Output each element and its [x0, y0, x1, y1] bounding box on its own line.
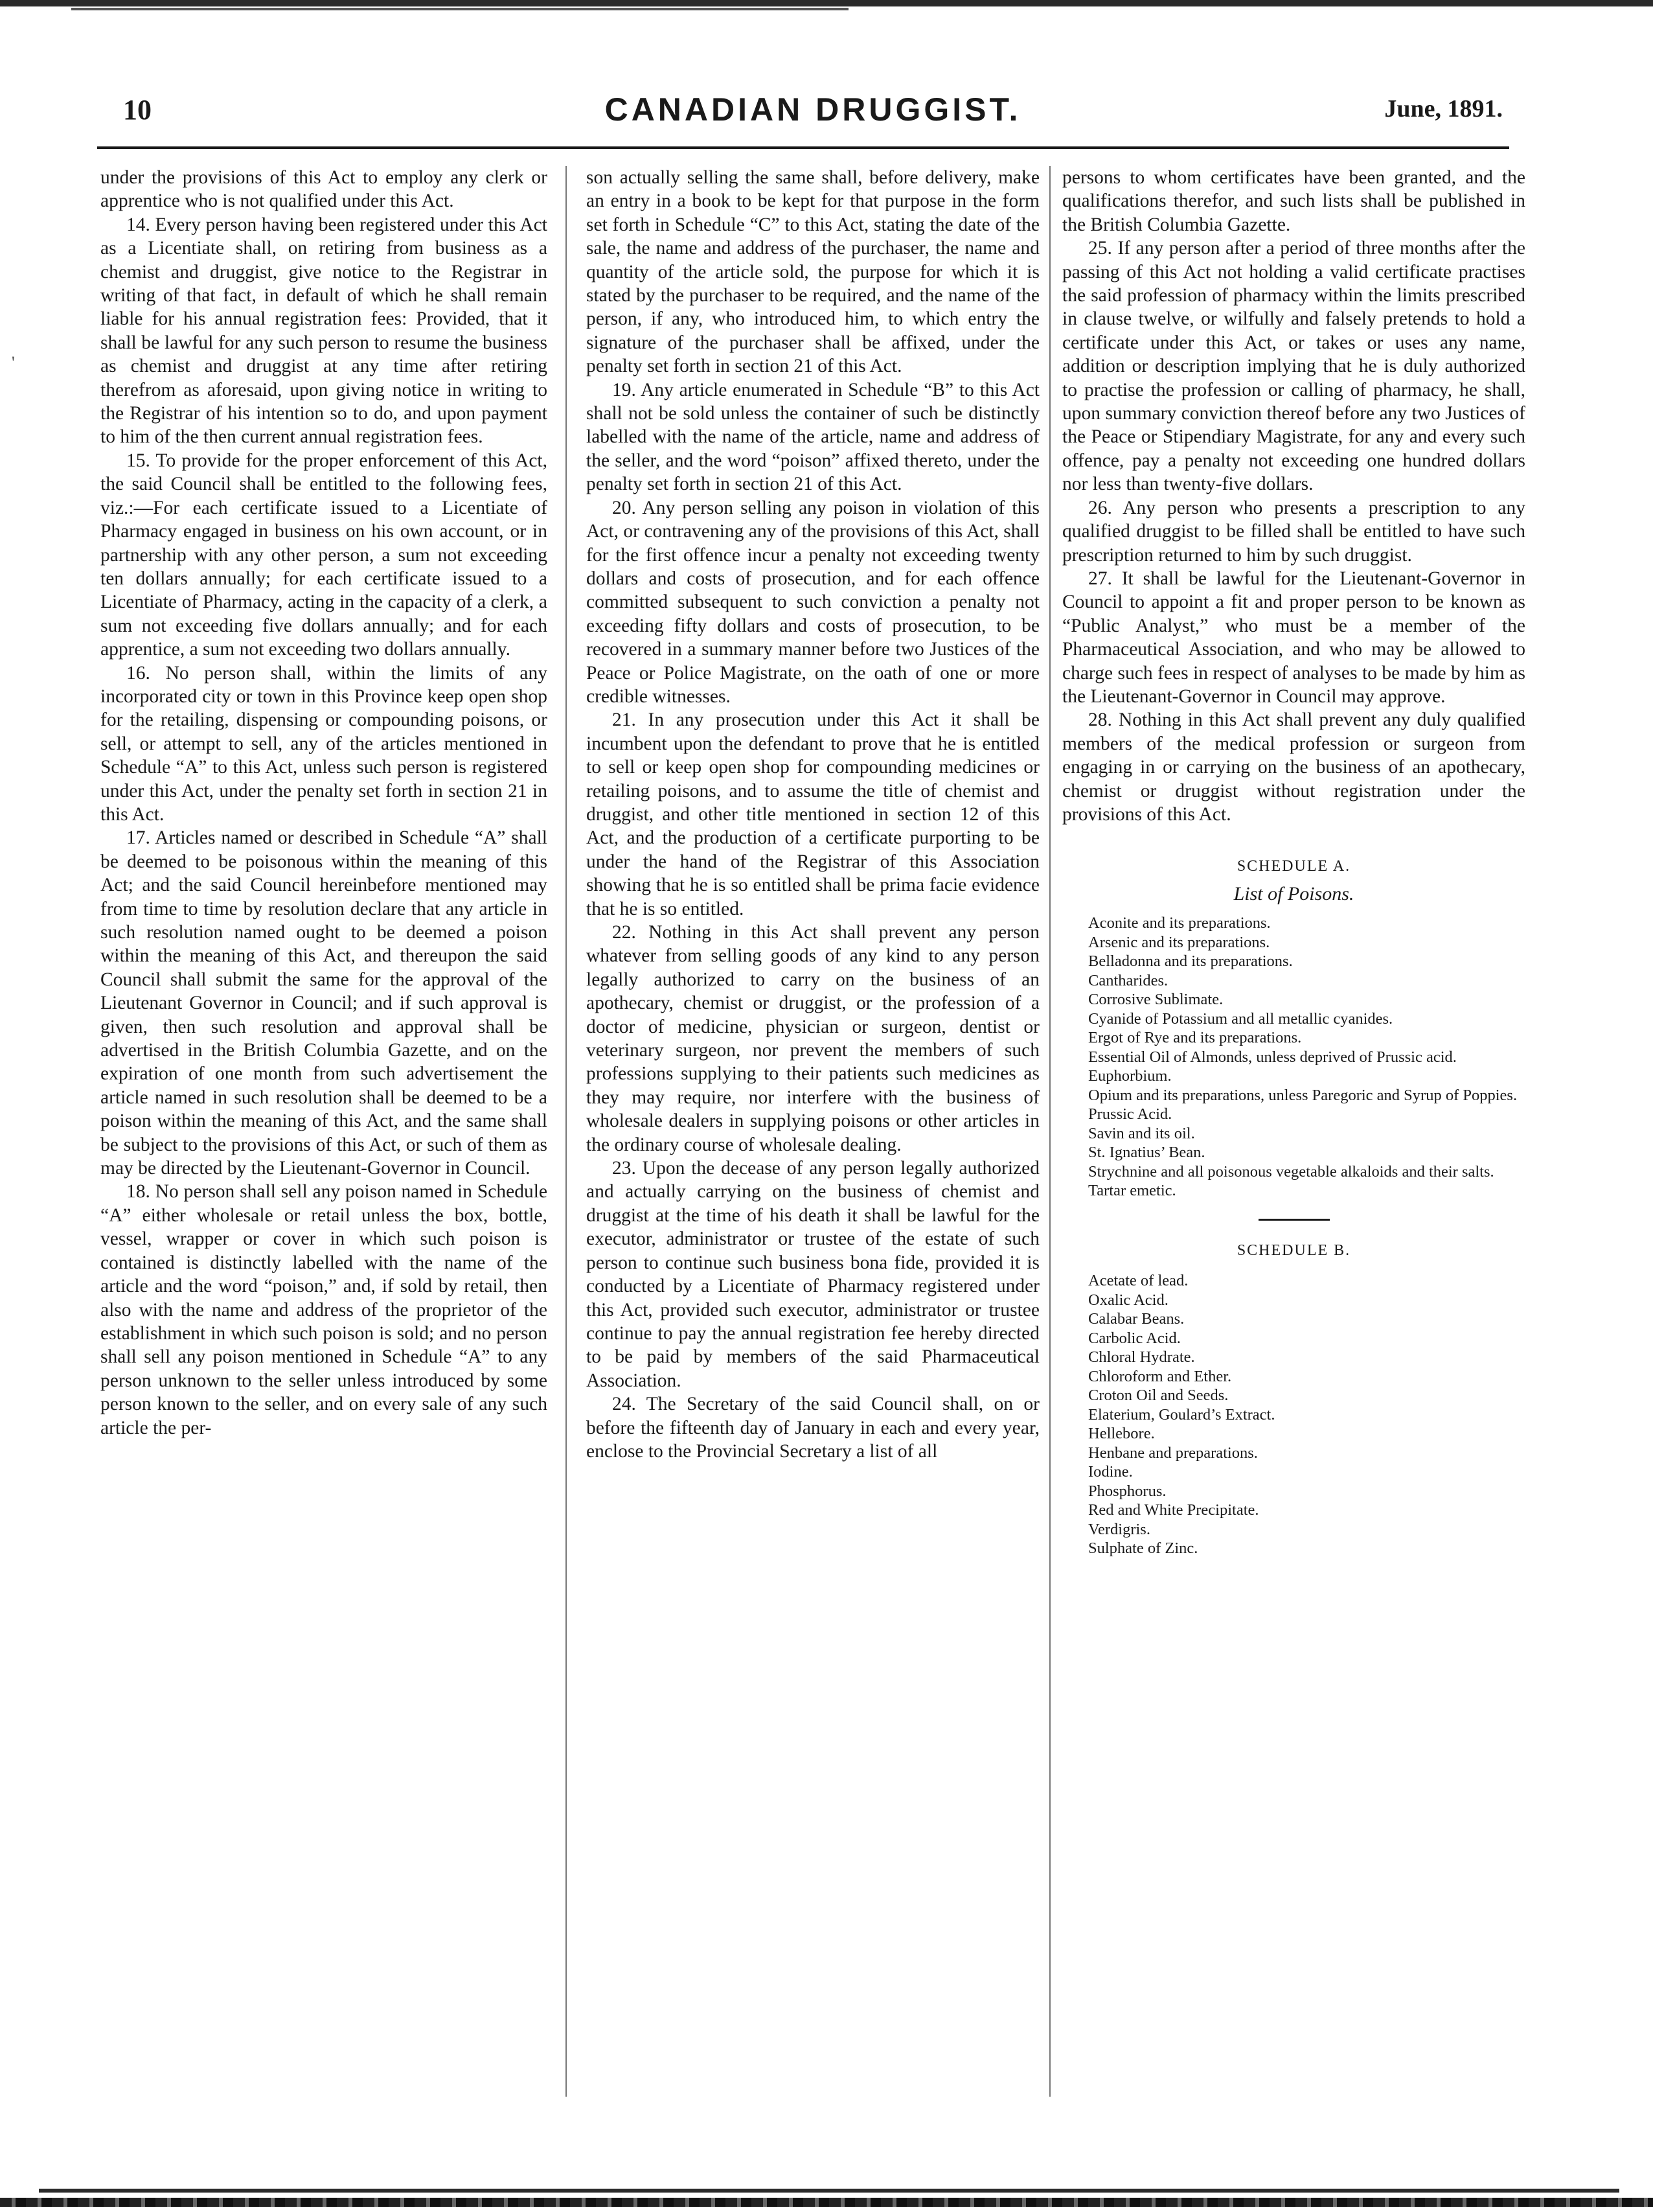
page-header — [123, 91, 1503, 143]
schedule-b — [1062, 1239, 1525, 1558]
schedule-item: Sulphate of Zinc. — [1088, 1539, 1198, 1558]
schedule-item: Chloroform and Ether. — [1088, 1367, 1232, 1385]
article-paragraph: 22. Nothing in this Act shall prevent any person whatever from selling goods of any kind to any person legally authorized to carry on the business of an apothecary, chemist or druggist, or the profession of a doctor of medicine, physician or surgeon, dentist or veterinary surgeon, nor prevent the members of such professions supplying to their patients such medicines as they may require, nor interfere with the business of wholesale dealers in supplying poisons or other articles in the ordinary course of wholesale dealing. — [586, 922, 1040, 1155]
article-paragraph: 17. Articles named or described in Schedule “A” shall be deemed to be poisonous within the meaning of this Act; and the said Council hereinbefore mentioned may from time to time by resolution declare that any article in such resolution named ought to be deemed a poison within the meaning of this Act, and thereupon the said Council shall submit the same for the approval of the Lieutenant Governor in Council; and if such approval is given, then such resolution and approval shall be advertised in the British Columbia Gazette, and on the expiration of one month from such advertisement the article named in such resolution shall be deemed to be a poison within the meaning of this Act, and the same shall be subject to the provisions of this Act, or such of them as may be directed by the Lieutenant-Governor in Council. — [100, 827, 547, 1179]
article-paragraph: 16. No person shall, within the limits of any incorporated city or town in this Province keep open shop for the retailing, dispensing or compounding poisons, or sell, or attempt to sell, any of the articles mentioned in Schedule “A” to this Act, unless such person is registered under this Act, under the penalty set forth in section 21 in this Act. — [100, 662, 547, 825]
schedule-item: Belladonna and its preparations. — [1088, 952, 1293, 971]
article-paragraph: 26. Any person who presents a prescription to any qualified druggist to be filled shall be entitled to have such prescription returned to him by such druggist. — [1062, 497, 1525, 566]
schedule-item: Prussic Acid. — [1088, 1105, 1172, 1123]
article-paragraph: 24. The Secretary of the said Council shall, on or before the fifteenth day of January in each and every year, enclose to the Provincial Secretary a list of all — [586, 1394, 1040, 1462]
schedule-item: Phosphorus. — [1088, 1482, 1167, 1500]
article-paragraph: 25. If any person after a period of three months after the passing of this Act not holding a valid certificate practises the said profession of pharmacy within the limits prescribed in clause twelve, or wilfully and falsely pretends to hold a certificate under this Act, or takes or uses any name, addition or description implying that he is duly authorized to practise the profession or calling of pharmacy, he shall, upon summary conviction thereof before any two Justices of the Peace or Stipendiary Magistrate, for any and every such offence, pay a penalty not exceeding one hundred dollars nor less than twenty-five dollars. — [1062, 238, 1525, 495]
schedule-a-title: SCHEDULE A. — [1237, 858, 1351, 875]
schedule-item: Euphorbium. — [1088, 1067, 1172, 1085]
top-edge-rule — [0, 0, 1653, 6]
column-divider — [565, 166, 567, 2097]
schedule-item: Red and White Precipitate. — [1088, 1501, 1259, 1519]
text-column-3 — [1062, 166, 1525, 2110]
schedule-a — [1062, 855, 1525, 1200]
article-paragraph: persons to whom certificates have been granted, and the qualifications therefor, and such lists shall be published in the British Columbia Gazette. — [1062, 167, 1525, 235]
schedule-item: Ergot of Rye and its preparations. — [1088, 1029, 1302, 1047]
schedule-item: Corrosive Sublimate. — [1088, 991, 1224, 1009]
schedule-item: Calabar Beans. — [1088, 1310, 1185, 1328]
schedule-b-title: SCHEDULE B. — [1237, 1241, 1351, 1259]
text-column-2 — [586, 166, 1040, 2110]
schedule-item: Cyanide of Potassium and all metallic cyanides. — [1088, 1009, 1393, 1028]
schedule-item: Strychnine and all poisonous vegetable alkaloids and their salts. — [1088, 1162, 1494, 1181]
article-paragraph: 18. No person shall sell any poison named in Schedule “A” either wholesale or retail unless the box, bottle, vessel, wrapper or cover in which such poison is contained is distinctly labelled with the name of the article and the word “poison,” and, if sold by retail, then also with the name and address of the proprietor of the establishment in which such poison is sold; and no person shall sell any poison mentioned in Schedule “A” to any person unknown to the seller unless introduced by some person known to the seller, and on every sale of any such article the per- — [100, 1181, 547, 1438]
text-column-1 — [100, 166, 547, 2110]
article-paragraph: 27. It shall be lawful for the Lieutenant-Governor in Council to appoint a fit and proper person to be known as “Public Analyst,” who must be a member of the Pharmaceutical Association, and who may be allowed to charge such fees in respect of analyses to be made by him as the Lieutenant-Governor in Council may approve. — [1062, 568, 1525, 707]
article-paragraph: 15. To provide for the proper enforcement of this Act, the said Council shall be entitled to the following fees, viz.:—For each certificate issued to a Licentiate of Pharmacy engaged in business on his own account, or in partnership with any other person, a sum not exceeding ten dollars annually; for each certificate issued to a Licentiate of Pharmacy, acting in the capacity of a clerk, a sum not exceeding five dollars annually; and for each apprentice, a sum not exceeding two dollars annually. — [100, 450, 547, 660]
margin-mark: ' — [12, 353, 15, 372]
schedule-a-list — [1062, 914, 1525, 1201]
bottom-edge-rule — [39, 2189, 1619, 2193]
schedule-item: Acetate of lead. — [1088, 1272, 1189, 1290]
schedule-item: Verdigris. — [1088, 1520, 1150, 1538]
schedule-item: Cantharides. — [1088, 971, 1168, 989]
bottom-edge-scan-border — [0, 2198, 1653, 2207]
schedule-b-list — [1062, 1271, 1525, 1558]
issue-date: June, 1891. — [1384, 95, 1503, 122]
article-paragraph: under the provisions of this Act to employ any clerk or apprentice who is not qualified under this Act. — [100, 167, 547, 212]
schedule-item: Aconite and its preparations. — [1088, 914, 1271, 932]
article-paragraph: 21. In any prosecution under this Act it shall be incumbent upon the defendant to prove that he is entitled to sell or keep open shop for compounding medicines or retailing poisons, and to assume the title of chemist and druggist, and other title mentioned in section 12 of this Act, and the production of a certificate purporting to be under the hand of the Registrar of this Association showing that he is so entitled shall be prima facie evidence that he is so entitled. — [586, 709, 1040, 919]
top-edge-rule-secondary — [71, 8, 849, 10]
schedule-item: Opium and its preparations, unless Paregoric and Syrup of Poppies. — [1088, 1086, 1518, 1104]
article-paragraph: 20. Any person selling any poison in violation of this Act, or contravening any of the provisions of this Act, shall for the first offence incur a penalty not exceeding twenty dollars and costs of prosecution, and for each offence committed subsequent to such conviction a penalty not exceeding fifty dollars and costs of prosecution, to be recovered in a summary manner before two Justices of the Peace or Police Magistrate, on the oath of one or more credible witnesses. — [586, 497, 1040, 707]
schedule-item: Tartar emetic. — [1088, 1182, 1176, 1200]
schedule-item: Oxalic Acid. — [1088, 1291, 1168, 1309]
schedule-item: Essential Oil of Almonds, unless deprived of Prussic acid. — [1088, 1048, 1457, 1066]
page-number: 10 — [123, 94, 152, 126]
column-divider — [1049, 166, 1051, 2097]
schedule-item: Savin and its oil. — [1088, 1124, 1195, 1142]
schedule-item: Henbane and preparations. — [1088, 1444, 1258, 1462]
schedule-item: Carbolic Acid. — [1088, 1329, 1181, 1347]
schedule-item: Chloral Hydrate. — [1088, 1348, 1195, 1366]
schedule-item: Iodine. — [1088, 1463, 1133, 1481]
schedule-item: St. Ignatius’ Bean. — [1088, 1144, 1205, 1162]
schedule-item: Croton Oil and Seeds. — [1088, 1387, 1229, 1405]
article-paragraph: 19. Any article enumerated in Schedule “B” to this Act shall not be sold unless the container of such be distinctly labelled with the name of the article, name and address of the seller, and the word “poison” affixed thereto, under the penalty set forth in section 21 of this Act. — [586, 379, 1040, 495]
schedule-divider — [1259, 1219, 1330, 1221]
running-head: CANADIAN DRUGGIST. — [604, 91, 1021, 128]
schedule-item: Arsenic and its preparations. — [1088, 933, 1270, 951]
schedule-item: Elaterium, Goulard’s Extract. — [1088, 1405, 1275, 1423]
article-paragraph: 28. Nothing in this Act shall prevent any duly qualified members of the medical profession or surgeon from engaging in or carrying on the business of an apothecary, chemist or druggist without registration under the provisions of this Act. — [1062, 709, 1525, 825]
schedule-item: Hellebore. — [1088, 1425, 1155, 1443]
article-paragraph: son actually selling the same shall, before delivery, make an entry in a book to be kept for that purpose in the form set forth in Schedule “C” to this Act, stating the date of the sale, the name and address of the purchaser, the name and quantity of the article sold, the purpose for which it is stated by the purchaser to be required, and the name of the person, if any, who introduced him, to which entry the signature of the purchaser shall be affixed, under the penalty set forth in section 21 of this Act. — [586, 167, 1040, 377]
schedule-a-subtitle: List of Poisons. — [1233, 882, 1354, 904]
column-3-paragraphs — [1062, 166, 1525, 826]
article-paragraph: 23. Upon the decease of any person legally authorized and actually carrying on the business of chemist and druggist at the time of his death it shall be lawful for the executor, administrator or trustee of the estate of such person to continue such business bona fide, provided it is conducted by a Licentiate of Pharmacy registered under this Act, provided such executor, administrator or trustee continue to pay the annual registration fee hereby directed to be paid by members of the said Pharmaceutical Association. — [586, 1158, 1040, 1391]
header-rule — [97, 146, 1509, 149]
article-paragraph: 14. Every person having been registered under this Act as a Licentiate shall, on retiring from business as a chemist and druggist, give notice to the Registrar in writing of that fact, in default of which he shall remain liable for his annual registration fees: Provided, that it shall be lawful for any such person to resume the business as chemist and druggist at any time after retiring therefrom as aforesaid, upon giving notice in writing to the Registrar of his intention so to do, and upon payment to him of the then current annual registration fees. — [100, 214, 547, 448]
